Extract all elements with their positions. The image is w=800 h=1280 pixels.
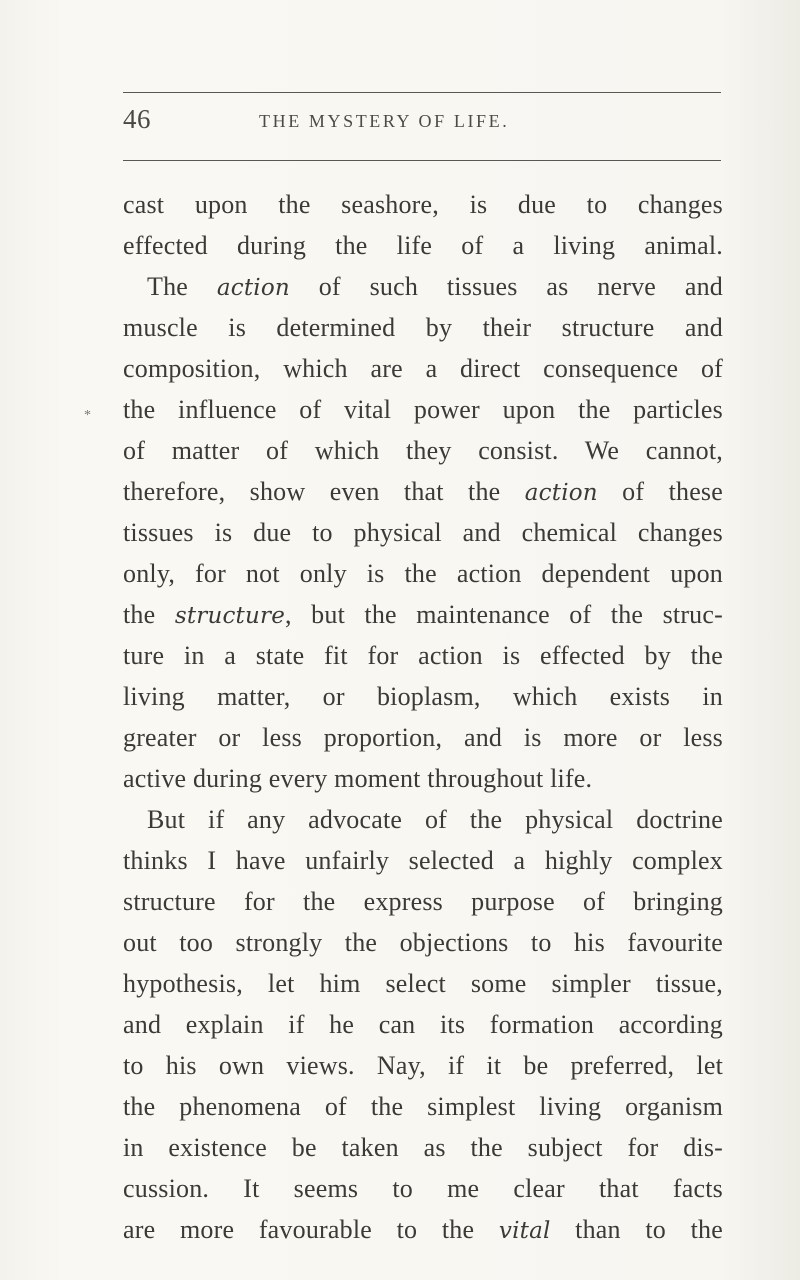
text-line <box>123 389 723 430</box>
text-line <box>123 471 723 512</box>
italic-word: vital <box>498 1218 551 1244</box>
italic-word: structure <box>174 603 286 629</box>
text-segment: the <box>123 600 175 629</box>
text-line <box>123 430 723 471</box>
page-number: 46 <box>123 104 151 134</box>
text-segment: the phenomena of the simplest living organism <box>123 1092 723 1121</box>
text-segment: of such tissues as nerve and <box>289 272 723 301</box>
text-segment: in existence be taken as the subject for dis- <box>123 1133 723 1162</box>
text-line <box>123 1004 723 1045</box>
margin-mark: * <box>84 408 91 423</box>
text-segment: of these <box>597 477 723 506</box>
text-line <box>123 1209 723 1250</box>
text-segment: are more favourable to the <box>123 1215 499 1244</box>
text-segment: and explain if he can its formation according <box>123 1010 723 1039</box>
text-segment: composition, which are a direct consequence of <box>123 354 723 383</box>
text-line <box>123 348 723 389</box>
text-segment: ture in a state fit for action is effected by the <box>123 641 723 670</box>
text-line <box>123 840 723 881</box>
text-line <box>123 635 723 676</box>
text-line <box>123 799 723 840</box>
text-line <box>123 266 723 307</box>
text-segment: , but the maintenance of the struc- <box>285 600 723 629</box>
text-line <box>123 676 723 717</box>
text-line <box>123 1045 723 1086</box>
text-segment: the influence of vital power upon the particles <box>123 395 723 424</box>
text-segment: cussion. It seems to me clear that facts <box>123 1174 723 1203</box>
italic-word: action <box>524 480 598 506</box>
text-segment: But if any advocate of the physical doctrine <box>147 805 723 834</box>
text-line <box>123 717 723 758</box>
text-line <box>123 881 723 922</box>
text-segment: muscle is determined by their structure and <box>123 313 723 342</box>
text-line <box>123 1127 723 1168</box>
text-segment: active during every moment throughout life. <box>123 764 593 793</box>
header-rule-bottom <box>123 160 721 161</box>
italic-word: action <box>216 275 290 301</box>
text-segment: hypothesis, let him select some simpler tissue, <box>123 969 723 998</box>
text-segment: effected during the life of a living animal. <box>123 231 723 260</box>
text-line <box>123 184 723 225</box>
text-segment: tissues is due to physical and chemical changes <box>123 518 723 547</box>
text-line <box>123 963 723 1004</box>
body-text <box>123 184 723 1250</box>
text-segment: therefore, show even that the <box>123 477 525 506</box>
text-line <box>123 594 723 635</box>
text-segment: The <box>147 272 217 301</box>
text-segment: cast upon the seashore, is due to changes <box>123 190 723 219</box>
text-segment: than to the <box>550 1215 723 1244</box>
text-line <box>123 922 723 963</box>
text-line <box>123 225 723 266</box>
text-line <box>123 307 723 348</box>
text-line <box>123 553 723 594</box>
text-line <box>123 758 723 799</box>
text-segment: thinks I have unfairly selected a highly complex <box>123 846 723 875</box>
text-line <box>123 1168 723 1209</box>
text-segment: of matter of which they consist. We cannot, <box>123 436 723 465</box>
running-head <box>123 104 721 144</box>
text-segment: living matter, or bioplasm, which exists in <box>123 682 723 711</box>
text-segment: structure for the express purpose of bringing <box>123 887 723 916</box>
text-segment: out too strongly the objections to his favourite <box>123 928 723 957</box>
text-line <box>123 512 723 553</box>
text-segment: greater or less proportion, and is more or less <box>123 723 723 752</box>
text-segment: only, for not only is the action dependent upon <box>123 559 723 588</box>
text-line <box>123 1086 723 1127</box>
text-segment: to his own views. Nay, if it be preferred, let <box>123 1051 723 1080</box>
header-rule-top <box>123 92 721 93</box>
page-title: THE MYSTERY OF LIFE. <box>259 111 510 131</box>
